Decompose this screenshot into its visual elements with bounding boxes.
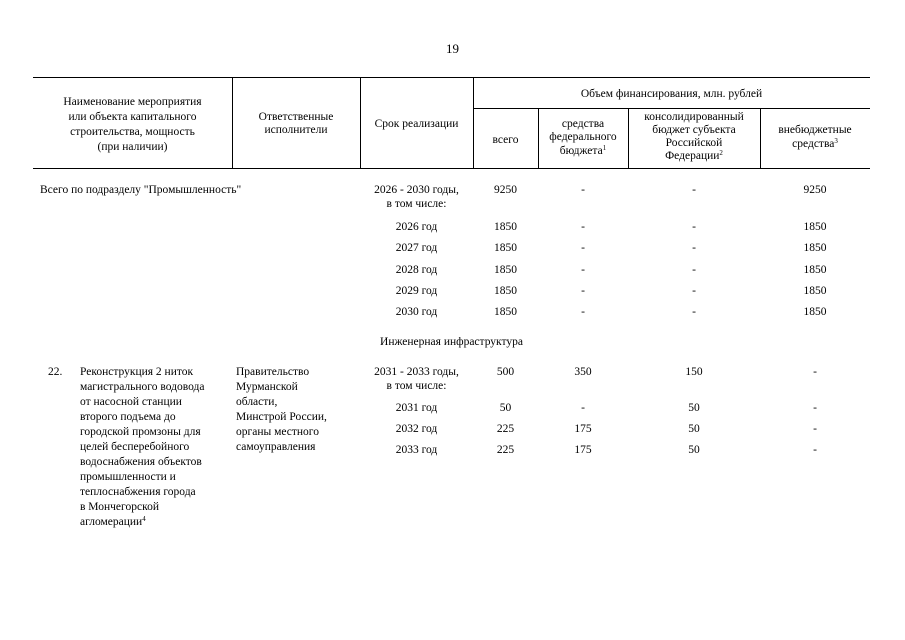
header-total-column: всего (492, 134, 519, 146)
page-number: 19 (446, 41, 459, 56)
item-period-line1: 2031 - 2033 годы, (374, 366, 459, 378)
table-top-rule (33, 77, 870, 78)
industry-total-label: Всего по подразделу "Промышленность" (40, 184, 242, 196)
table-header-bottom-rule (33, 168, 870, 169)
header-finance-column: Объем финансирования, млн. рублей (580, 88, 763, 100)
item-number: 22. (48, 366, 63, 378)
section-title: Инженерная инфраструктура (380, 336, 523, 348)
item-period-line2: в том числе: (386, 380, 447, 392)
industry-period-line1: 2026 - 2030 годы, (374, 184, 459, 196)
finance-subheader-rule (473, 108, 870, 109)
header-term-column: Срок реализации (374, 118, 459, 130)
industry-period-line2: в том числе: (386, 198, 447, 210)
